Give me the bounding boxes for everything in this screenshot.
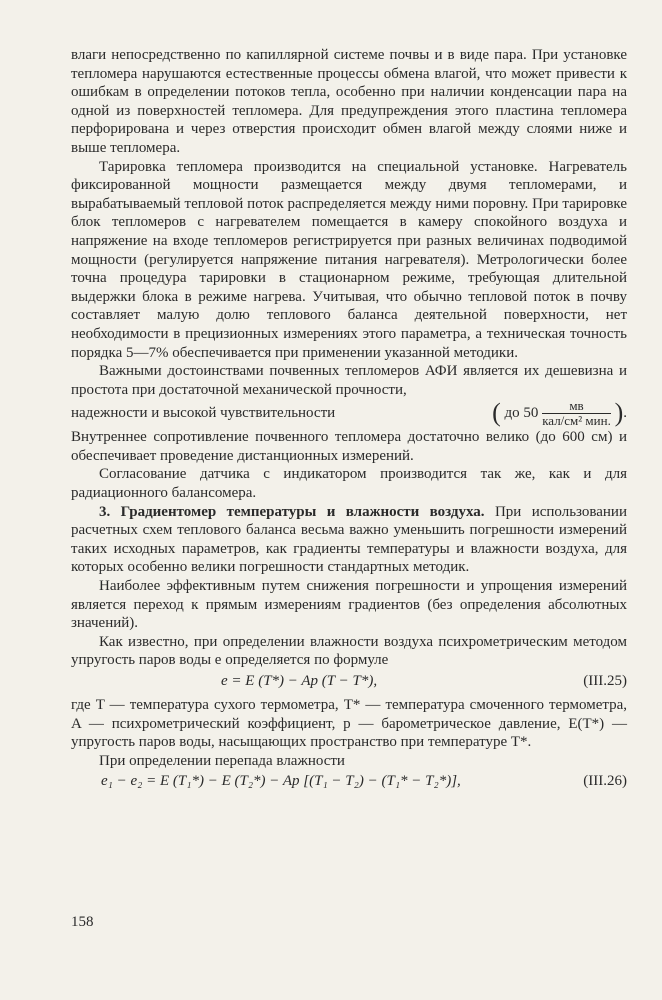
fraction-numerator: мв bbox=[542, 399, 611, 414]
sensitivity-number: до 50 bbox=[504, 405, 539, 422]
paragraph-resistance: Внутреннее сопротивление почвенного тепломера достаточно велико (до 600 см) и обеспечивает проведение дистанционных измерений. bbox=[71, 429, 627, 464]
formula-label: (III.26) bbox=[583, 773, 627, 790]
sensitivity-text: надежности и высокой чувствительности bbox=[71, 405, 336, 422]
paragraph-direct-measurements: Наиболее эффективным путем снижения погрешности и упрощения измерений является переход к прямым измерениям градиентов (без определения абсолютных значений). bbox=[71, 578, 627, 632]
advantages-text-start: Важными достоинствами почвенных тепломеров АФИ является их дешевизна и простота при достаточной механической прочности, bbox=[71, 363, 627, 398]
body-text bbox=[71, 46, 627, 796]
fraction-denominator: кал/см² мин. bbox=[542, 413, 611, 429]
paragraph-calibration: Тарировка тепломера производится на специальной установке. Нагреватель фиксированной мощности размещается между двумя тепломерами, и вырабатываемый тепловой поток распределяется между ними поровну. При тарировке блок тепломеров с нагревателем помещается в камеру спокойного воздуха и напряжение на входе тепломеров регистрируется при разных величинах подводимой мощности (регулируется напряжение питания нагревателя). Метрологически более точна процедура тарировки в стационарном режиме, требующая длительной выдержки блока в режиме нагрева. Учитывая, что обычно тепловой поток в почву составляет малую долю теплового баланса деятельной поверхности, нет необходимости в прецизионных измерениях этого параметра, а техническая точность порядка 5—7% обеспечивается при применении указанной методики. bbox=[71, 158, 627, 361]
paragraph-psychrometric: Как известно, при определении влажности воздуха психрометрическим методом упругость паров воды e определяется по формуле bbox=[71, 633, 627, 669]
paragraph-humidity-difference: При определении перепада влажности bbox=[99, 752, 345, 769]
formula-iii-25 bbox=[71, 672, 627, 694]
paragraph-definitions: где T — температура сухого термометра, T* — температура смоченного термометра, A — психрометрический коэффициент, p — барометрическое давление, E(T*) — упругость паров воды, насыщающих пространство при температуре T*. bbox=[71, 697, 627, 751]
paragraph-moisture-exchange: влаги непосредственно по капиллярной системе почвы и в виде пара. При установке тепломера нарушаются естественные процессы обмена влагой, что может привести к ошибкам в определении потоков тепла, особенно при наличии конденсации пара на одной из поверхностей тепломера. Для предупреждения этого пластина тепломера перфорирована и через отверстия происходит обмен влагой между слоями ниже и выше тепломера. bbox=[71, 47, 627, 156]
sensitivity-line bbox=[71, 399, 627, 428]
formula-label: (III.25) bbox=[583, 673, 627, 689]
formula-expression: e₁ − e₂ = E (T₁*) − E (T₂*) − Ap [(T₁ − T₂) − (T₁* − T₂*)], bbox=[101, 773, 461, 790]
formula-expression: e = E (T*) − Ap (T − T*), bbox=[221, 673, 378, 689]
paragraph-sensor-matching: Согласование датчика с индикатором производится так же, как и для радиационного балансомера. bbox=[71, 466, 627, 502]
paragraph-gradientometer bbox=[71, 503, 627, 577]
sensitivity-unit-fraction bbox=[542, 399, 611, 428]
paragraph-advantages bbox=[71, 362, 627, 399]
section-body: При использовании расчетных схем теплового баланса весьма важно уменьшить погрешности измерений таких исходных параметров, как градиенты температуры и влажности воздуха, для которых особенно велики погрешности стандартных методик. bbox=[71, 503, 627, 576]
sensitivity-value: ( до 50 $\frac{мв}{\text{кал/см² мин.}}$ ). bbox=[492, 398, 627, 429]
page-number: 158 bbox=[71, 914, 94, 930]
section-heading: 3. Градиентомер температуры и влажности воздуха. bbox=[99, 503, 485, 520]
formula-iii-26 bbox=[71, 772, 627, 794]
